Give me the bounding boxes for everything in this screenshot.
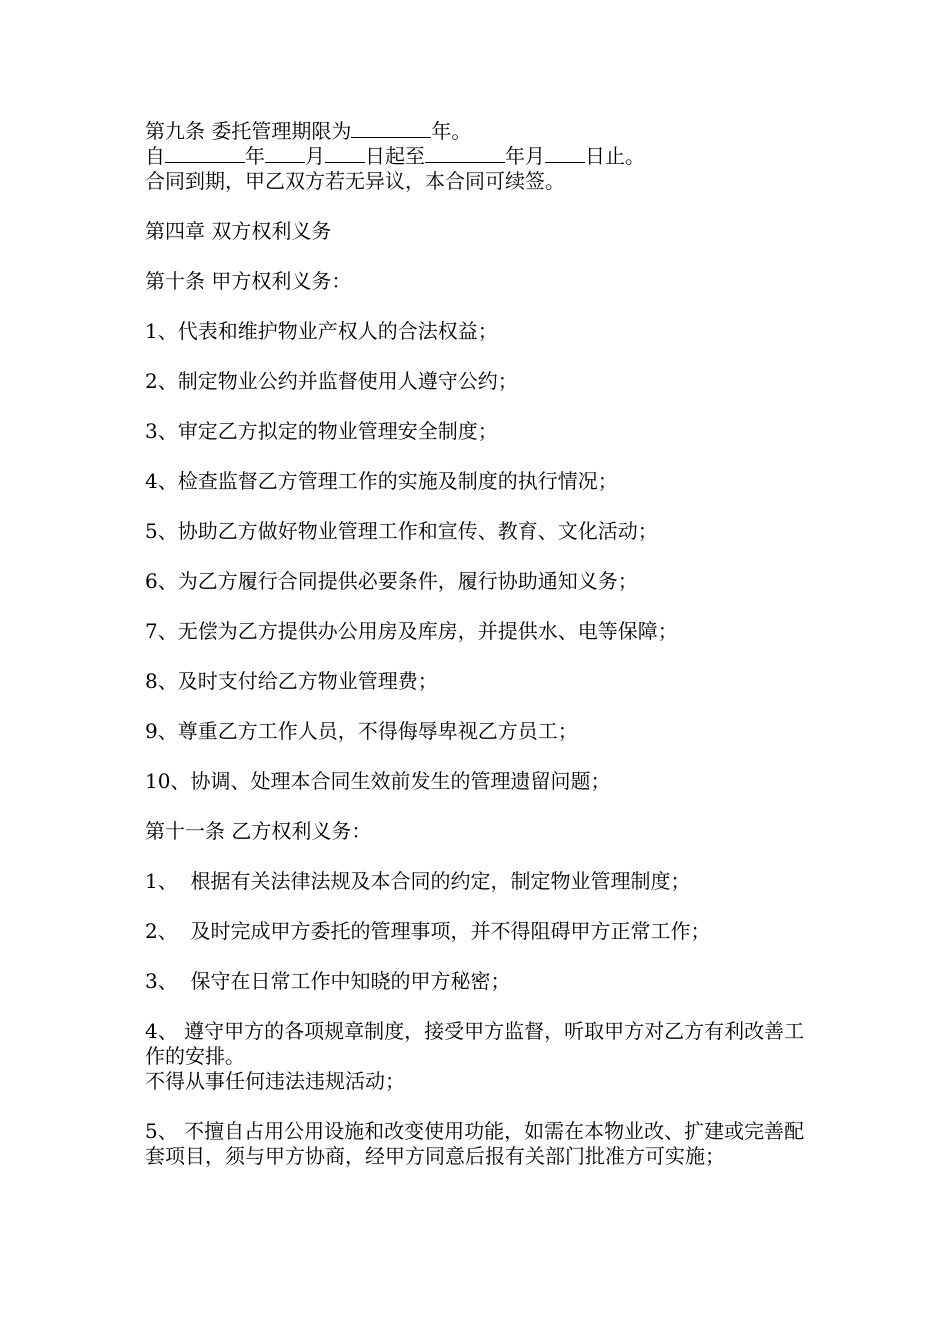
end-year-blank: [425, 144, 505, 163]
article-10-item: 4、检查监督乙方管理工作的实施及制度的执行情况；: [145, 469, 618, 493]
article-10-item: 5、协助乙方做好物业管理工作和宣传、教育、文化活动；: [145, 519, 658, 543]
article-10-item: 6、为乙方履行合同提供必要条件，履行协助通知义务；: [145, 569, 638, 593]
end-day-blank: [545, 144, 585, 163]
article-10-item: 10、协调、处理本合同生效前发生的管理遗留问题；: [145, 769, 611, 793]
start-year-label: 年: [245, 144, 265, 168]
article-11-item-continuation: 不得从事任何违法违规活动；: [145, 1069, 405, 1093]
article-11-item: 4、 遵守甲方的各项规章制度，接受甲方监督，听取甲方对乙方有利改善工作的安排。: [145, 1019, 805, 1068]
term-years-blank: [351, 119, 431, 138]
article-10-item: 2、制定物业公约并监督使用人遵守公约；: [145, 369, 518, 393]
article-9-period: [145, 144, 815, 169]
article-11-item: 3、 保守在日常工作中知晓的甲方秘密；: [145, 969, 511, 993]
article-9-suffix: 年。: [431, 119, 472, 143]
article-11-item: 1、 根据有关法律法规及本合同的约定，制定物业管理制度；: [145, 869, 691, 893]
article-10-item: 7、无偿为乙方提供办公用房及库房，并提供水、电等保障；: [145, 619, 678, 643]
article-9-renewal: 合同到期，甲乙双方若无异议，本合同可续签。: [145, 169, 565, 193]
article-11-item: 5、 不擅自占用公用设施和改变使用功能，如需在本物业改、扩建或完善配套项目，须与甲方协商，经甲方同意后报有关部门批准方可实施；: [145, 1119, 805, 1168]
article-10-title: 第十条 甲方权利义务：: [145, 269, 352, 293]
start-year-blank: [165, 144, 245, 163]
article-10-item: 9、尊重乙方工作人员，不得侮辱卑视乙方员工；: [145, 719, 578, 743]
end-year-month-label: 年月: [505, 144, 545, 168]
article-11-item: 2、 及时完成甲方委托的管理事项，并不得阻碍甲方正常工作；: [145, 919, 711, 943]
start-day-label: 日起至: [365, 144, 425, 168]
end-day-label: 日止。: [585, 144, 645, 168]
start-month-blank: [265, 144, 305, 163]
article-11-title: 第十一条 乙方权利义务：: [145, 819, 372, 843]
document-page: [145, 119, 815, 1169]
period-from-label: 自: [145, 144, 165, 168]
article-9-term: [145, 119, 815, 144]
article-10-item: 8、及时支付给乙方物业管理费；: [145, 669, 438, 693]
article-10-item: 3、审定乙方拟定的物业管理安全制度；: [145, 419, 498, 443]
article-9-prefix: 第九条 委托管理期限为: [145, 119, 352, 143]
start-month-label: 月: [305, 144, 325, 168]
chapter-4-title: 第四章 双方权利义务: [145, 219, 332, 243]
start-day-blank: [325, 144, 365, 163]
article-10-item: 1、代表和维护物业产权人的合法权益；: [145, 319, 498, 343]
